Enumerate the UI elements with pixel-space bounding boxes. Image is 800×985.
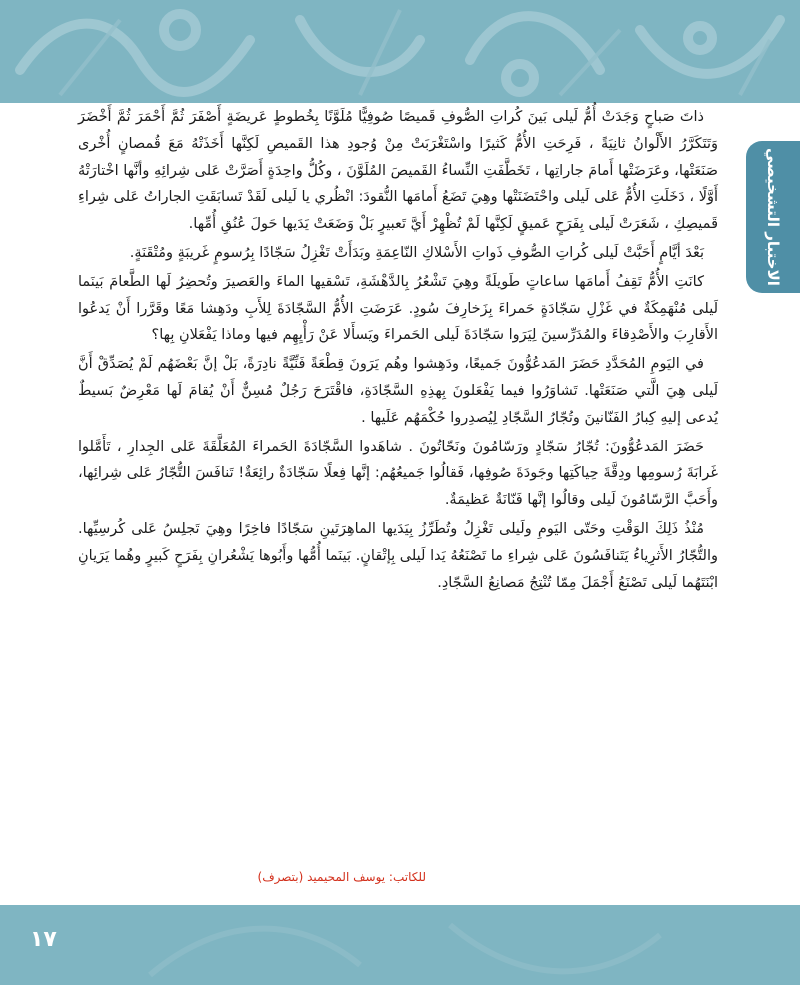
- bottom-pattern-icon: [0, 905, 800, 985]
- story-text: [78, 104, 718, 596]
- story-paragraph: في اليَومِ المُحَدَّدِ حَضَرَ المَدعُوُّونَ جَميعًا، ودَهِشوا وهُم يَرَونَ قِطْعَةً فَنِّيَّةً نادِرَةً، بَلْ إنَّ بَعْضَهُم لَمْ يُصَدِّقْ أَنَّ لَيلى هِيَ الَّتي صَنَعَتْها. تَشاوَرُوا فيما يَفْعَلونَ بِهذِهِ السَّجّادَةِ، فاقْتَرَحَ رَجُلٌ مُسِنٌّ أَنْ يُقامَ لَها مَعْرِضٌ بَسيطٌ يُدعى إليهِ كِبارُ الفَنّانينَ وتُجّارُ السَّجّادِ لِيُصدِروا حُكْمَهُم عَلَيها .: [78, 356, 718, 426]
- bottom-decorative-band: [0, 905, 800, 985]
- story-paragraph: حَضَرَ المَدعُوُّونَ: تُجّارُ سَجّادٍ ورَسّامُونَ ونَحّاتُونَ . شاهَدوا السَّجّادَةَ الحَمراءَ المُعَلَّقَةَ عَلى الجِدارِ ، تَأَمَّلوا غَرابَةَ رُسومِها ودِقَّةَ حِياكَتِها وجَودَةَ صُوفِها، فَقالُوا جَميعُهُم: إنَّها فِعلًا سَجّادَةٌ رائِعَةٌ! تَنافَسَ التُّجّارُ عَلى شِرائِها، وأَحَبَّ الرَّسّامُونَ لَيلى وقالُوا إنَّها فَنّانَةٌ عَظيمَةٌ.: [78, 438, 718, 509]
- calligraphy-pattern-icon: [0, 0, 800, 103]
- story-paragraph: مُنْذُ ذَلِكَ الوَقْتِ وحَتّى اليَومِ ولَيلى تَغْزِلُ وتُطَرِّزُ بِيَدَيها الماهِرَتَينِ سَجّادًا فاخِرًا وهِيَ تَجلِسُ عَلى كُرسِيِّها. والتُّجّارُ الأَثرِياءُ يَتَنافَسُونَ عَلى شِراءِ ما تَصْنَعُهُ يَدا لَيلى بِإتْقانٍ. بَينَما أُمُّها وأَبُوها يَشْعُرانِ بِفَرَحٍ كَبيرٍ وهُما يَرَيانِ ابْنَتَهُما لَيلى تَصْنَعُ أَجْمَلَ مِمّا تُنْتِجُ مَصانِعُ السَّجّادِ.: [78, 520, 718, 591]
- story-paragraph: كانَتِ الأُمُّ تَقِفُ أَمامَها ساعاتٍ طَويلَةً وهِيَ تَشْعُرُ بِالدَّهْشَةِ، تَسْقيها الماءَ والعَصيرَ وتُحضِرُ لَها الطَّعامَ بَينَما لَيلى مُنْهَمِكَةٌ في غَزْلِ سَجّادَةٍ حَمراءَ بِزَخارِفَ سُودٍ. عَرَضَتِ الأُمُّ السَّجّادَةَ لِلأَبِ ودَهِشا مَعًا وقَرَّرا أَنْ يَدعُوا الأَقارِبَ والأَصْدِقاءَ والمُدَرِّسينَ لِيَرَوا سَجّادَةَ لَيلى الحَمراءَ ويَسأَلا عَنْ رَأْيِهِم فيها وماذا يَفْعَلانِ بِها؟: [78, 273, 718, 344]
- top-decorative-band: [0, 0, 800, 103]
- section-side-tab: [746, 141, 800, 293]
- story-paragraph: ذاتَ صَباحٍ وَجَدَتْ أُمُّ لَيلى بَينَ كُراتِ الصُّوفِ قَميصًا صُوفِيًّا مُلَوَّنًا بِخُطوطٍ عَريضَةٍ أَصْفَرَ ثُمَّ أَحْمَرَ ثُمَّ أَخْضَرَ وَتَتَكَرَّرُ الأَلْوانُ ثانِيَةً ، فَرِحَتِ الأُمُّ كَثيرًا واسْتَغْرَبَتْ مِنْ وُجودِ هذا القَميصِ لَكِنَّها أَخَذَتْهُ مَعَ قُمصانٍ أُخْرى صَنَعَتْها، وعَرَضَتْها أَمامَ جاراتِها ، تَخَطَّفَتِ النِّساءُ القَميصَ المُلَوَّنَ ، وكُلُّ واحِدَةٍ أَصَرَّتْ عَلى شِرائِهِ وأنَّها اخْتارَتْهُ أَوَّلًا ، دَخَلَتِ الأُمُّ عَلى لَيلى واحْتَضَنَتْها وهِيَ تَضَعُ أَمامَها النُّقودَ: انْظُري يا لَيلى لَقَدْ تَسابَقَتِ الجاراتُ عَلى شِراءِ قَميصِكِ ، شَعَرَتْ لَيلى بِفَرَحٍ عَميقٍ لَكِنَّها لَمْ تُظْهِرْ أَيَّ تَعبيرٍ بَلْ وَضَعَتْ يَدَيها حَولَ عُنُقِ أُمِّها.: [78, 109, 718, 233]
- page-number: ١٧: [30, 927, 57, 952]
- author-credit: للكاتب: يوسف المحيميد (بتصرف): [257, 870, 426, 884]
- story-paragraph: بَعْدَ أيَّامٍ أَحَبَّتْ لَيلى كُراتِ الصُّوفِ ذَواتِ الأَسْلاكِ النّاعِمَةِ وبَدَأَتْ تَغْزِلُ سَجّادًا بِرُسومٍ غَريبَةٍ ومُتْقَنَةٍ.: [129, 244, 704, 261]
- side-tab-label: الاختبار التشخيصي: [764, 148, 782, 286]
